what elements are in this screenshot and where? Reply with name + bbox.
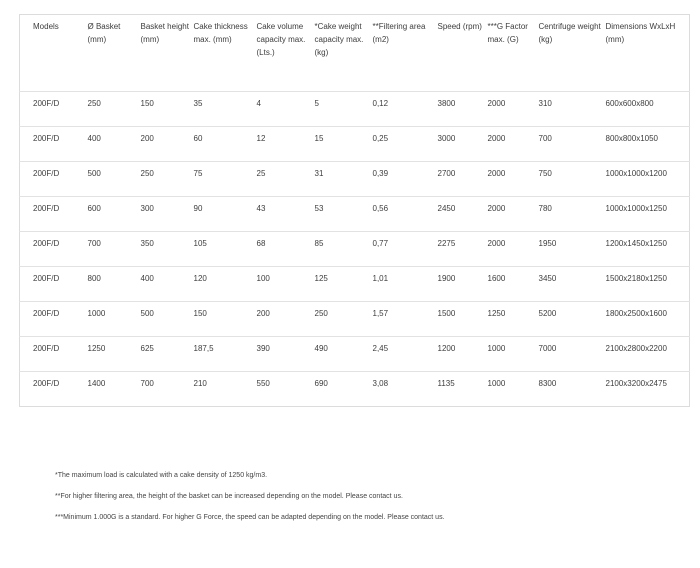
footnotes xyxy=(55,471,675,534)
table-cell: 15 xyxy=(314,134,324,143)
table-cell: 1200 xyxy=(437,344,456,353)
table-cell: 2100x3200x2475 xyxy=(605,379,667,388)
table-cell: 90 xyxy=(193,204,203,213)
table-cell: 390 xyxy=(256,344,270,353)
table-cell: 1000 xyxy=(487,344,506,353)
table-cell: 2450 xyxy=(437,204,456,213)
table-cell: 120 xyxy=(193,274,207,283)
table-cell: 200F/D xyxy=(33,309,60,318)
table-cell: 3800 xyxy=(437,99,456,108)
table-cell: 1250 xyxy=(487,309,506,318)
table-cell: 1000 xyxy=(487,379,506,388)
table-cell: 700 xyxy=(538,134,552,143)
table-cell: 105 xyxy=(193,239,207,248)
table-cell: 1900 xyxy=(437,274,456,283)
table-cell: 250 xyxy=(140,169,154,178)
column-header: ***G Factor max. (G) xyxy=(487,22,528,44)
table-cell: 250 xyxy=(314,309,328,318)
table-cell: 1,57 xyxy=(372,309,389,318)
table-cell: 200F/D xyxy=(33,344,60,353)
table-cell: 200F/D xyxy=(33,379,60,388)
table-cell: 2700 xyxy=(437,169,456,178)
table-cell: 400 xyxy=(87,134,101,143)
column-header: Dimensions WxLxH (mm) xyxy=(605,22,676,44)
table-cell: 12 xyxy=(256,134,266,143)
table-cell: 600x600x800 xyxy=(605,99,654,108)
table-row xyxy=(20,372,690,407)
table-cell: 25 xyxy=(256,169,266,178)
header-row xyxy=(20,15,690,92)
column-header: Centrifuge weight (kg) xyxy=(538,22,601,44)
column-header: Speed (rpm) xyxy=(437,22,482,31)
table-cell: 490 xyxy=(314,344,328,353)
table-cell: 750 xyxy=(538,169,552,178)
table-body xyxy=(20,92,690,407)
table-row xyxy=(20,232,690,267)
table-cell: 0,25 xyxy=(372,134,389,143)
table-cell: 53 xyxy=(314,204,324,213)
column-header: **Filtering area (m2) xyxy=(372,22,426,44)
table-cell: 200F/D xyxy=(33,204,60,213)
table-row xyxy=(20,302,690,337)
table-cell: 200F/D xyxy=(33,274,60,283)
table-cell: 100 xyxy=(256,274,270,283)
table-cell: 200F/D xyxy=(33,99,60,108)
table-cell: 625 xyxy=(140,344,154,353)
table-cell: 1000 xyxy=(87,309,106,318)
table-cell: 200F/D xyxy=(33,169,60,178)
footnote-filtering-area: **For higher filtering area, the height of the basket can be increased depending on the model. Please contact us. xyxy=(55,493,403,500)
table-cell: 187,5 xyxy=(193,344,214,353)
table-cell: 1135 xyxy=(437,379,455,388)
table-cell: 200F/D xyxy=(33,134,60,143)
column-header: Cake thickness max. (mm) xyxy=(193,22,248,44)
table-cell: 75 xyxy=(193,169,203,178)
table-cell: 2000 xyxy=(487,99,506,108)
table-cell: 150 xyxy=(193,309,207,318)
table-cell: 1200x1450x1250 xyxy=(605,239,667,248)
table-cell: 690 xyxy=(314,379,328,388)
table-cell: 85 xyxy=(314,239,324,248)
column-header: Models xyxy=(33,22,59,31)
table-row xyxy=(20,92,690,127)
table-cell: 2275 xyxy=(437,239,456,248)
table-cell: 3,08 xyxy=(372,379,389,388)
table-cell: 3450 xyxy=(538,274,557,283)
table-row xyxy=(20,197,690,232)
table-cell: 250 xyxy=(87,99,101,108)
table-cell: 5200 xyxy=(538,309,557,318)
table-cell: 1,01 xyxy=(372,274,389,283)
column-header: *Cake weight capacity max. (kg) xyxy=(314,22,364,57)
footnote-g-force: ***Minimum 1.000G is a standard. For higher G Force, the speed can be adapted depending on the model. Please contact us. xyxy=(55,514,445,521)
table-cell: 800 xyxy=(87,274,101,283)
table-cell: 1250 xyxy=(87,344,106,353)
table-cell: 800x800x1050 xyxy=(605,134,658,143)
table-cell: 0,39 xyxy=(372,169,389,178)
table-cell: 300 xyxy=(140,204,154,213)
table-cell: 2000 xyxy=(487,134,506,143)
table-cell: 68 xyxy=(256,239,266,248)
table-cell: 550 xyxy=(256,379,270,388)
table-cell: 60 xyxy=(193,134,203,143)
table-cell: 700 xyxy=(87,239,101,248)
table-cell: 700 xyxy=(140,379,154,388)
table-cell: 310 xyxy=(538,99,552,108)
table-row xyxy=(20,162,690,197)
table-cell: 1500x2180x1250 xyxy=(605,274,667,283)
table-cell: 125 xyxy=(314,274,328,283)
table-cell: 1000x1000x1200 xyxy=(605,169,667,178)
column-header: Basket height (mm) xyxy=(140,22,189,44)
table-cell: 0,56 xyxy=(372,204,389,213)
table-cell: 600 xyxy=(87,204,101,213)
table-cell: 1600 xyxy=(487,274,506,283)
table-cell: 200F/D xyxy=(33,239,60,248)
table-cell: 1500 xyxy=(437,309,456,318)
table-cell: 2000 xyxy=(487,169,506,178)
table-cell: 1000x1000x1250 xyxy=(605,204,667,213)
table-cell: 200 xyxy=(256,309,270,318)
table-cell: 8300 xyxy=(538,379,557,388)
table-cell: 2100x2800x2200 xyxy=(605,344,667,353)
table-cell: 1950 xyxy=(538,239,557,248)
table-cell: 200 xyxy=(140,134,154,143)
table-cell: 1400 xyxy=(87,379,106,388)
table-cell: 2,45 xyxy=(372,344,389,353)
column-header: Ø Basket (mm) xyxy=(87,22,121,44)
table-cell: 43 xyxy=(256,204,266,213)
table-row xyxy=(20,337,690,372)
table-cell: 3000 xyxy=(437,134,456,143)
table-cell: 1800x2500x1600 xyxy=(605,309,667,318)
table-cell: 0,12 xyxy=(372,99,389,108)
table-cell: 500 xyxy=(140,309,154,318)
column-header: Cake volume capacity max. (Lts.) xyxy=(256,22,306,57)
table-cell: 0,77 xyxy=(372,239,389,248)
specifications-table-container xyxy=(19,14,689,407)
table-cell: 350 xyxy=(140,239,154,248)
table-cell: 5 xyxy=(314,99,319,108)
table-cell: 500 xyxy=(87,169,101,178)
table-cell: 7000 xyxy=(538,344,557,353)
table-row xyxy=(20,127,690,162)
table-cell: 400 xyxy=(140,274,154,283)
table-cell: 2000 xyxy=(487,239,506,248)
table-row xyxy=(20,267,690,302)
table-cell: 780 xyxy=(538,204,552,213)
footnote-cake-density: *The maximum load is calculated with a cake density of 1250 kg/m3. xyxy=(55,472,268,479)
table-cell: 150 xyxy=(140,99,154,108)
specifications-table xyxy=(19,14,690,407)
table-cell: 4 xyxy=(256,99,261,108)
table-cell: 2000 xyxy=(487,204,506,213)
table-cell: 31 xyxy=(314,169,324,178)
table-cell: 210 xyxy=(193,379,207,388)
table-cell: 35 xyxy=(193,99,203,108)
